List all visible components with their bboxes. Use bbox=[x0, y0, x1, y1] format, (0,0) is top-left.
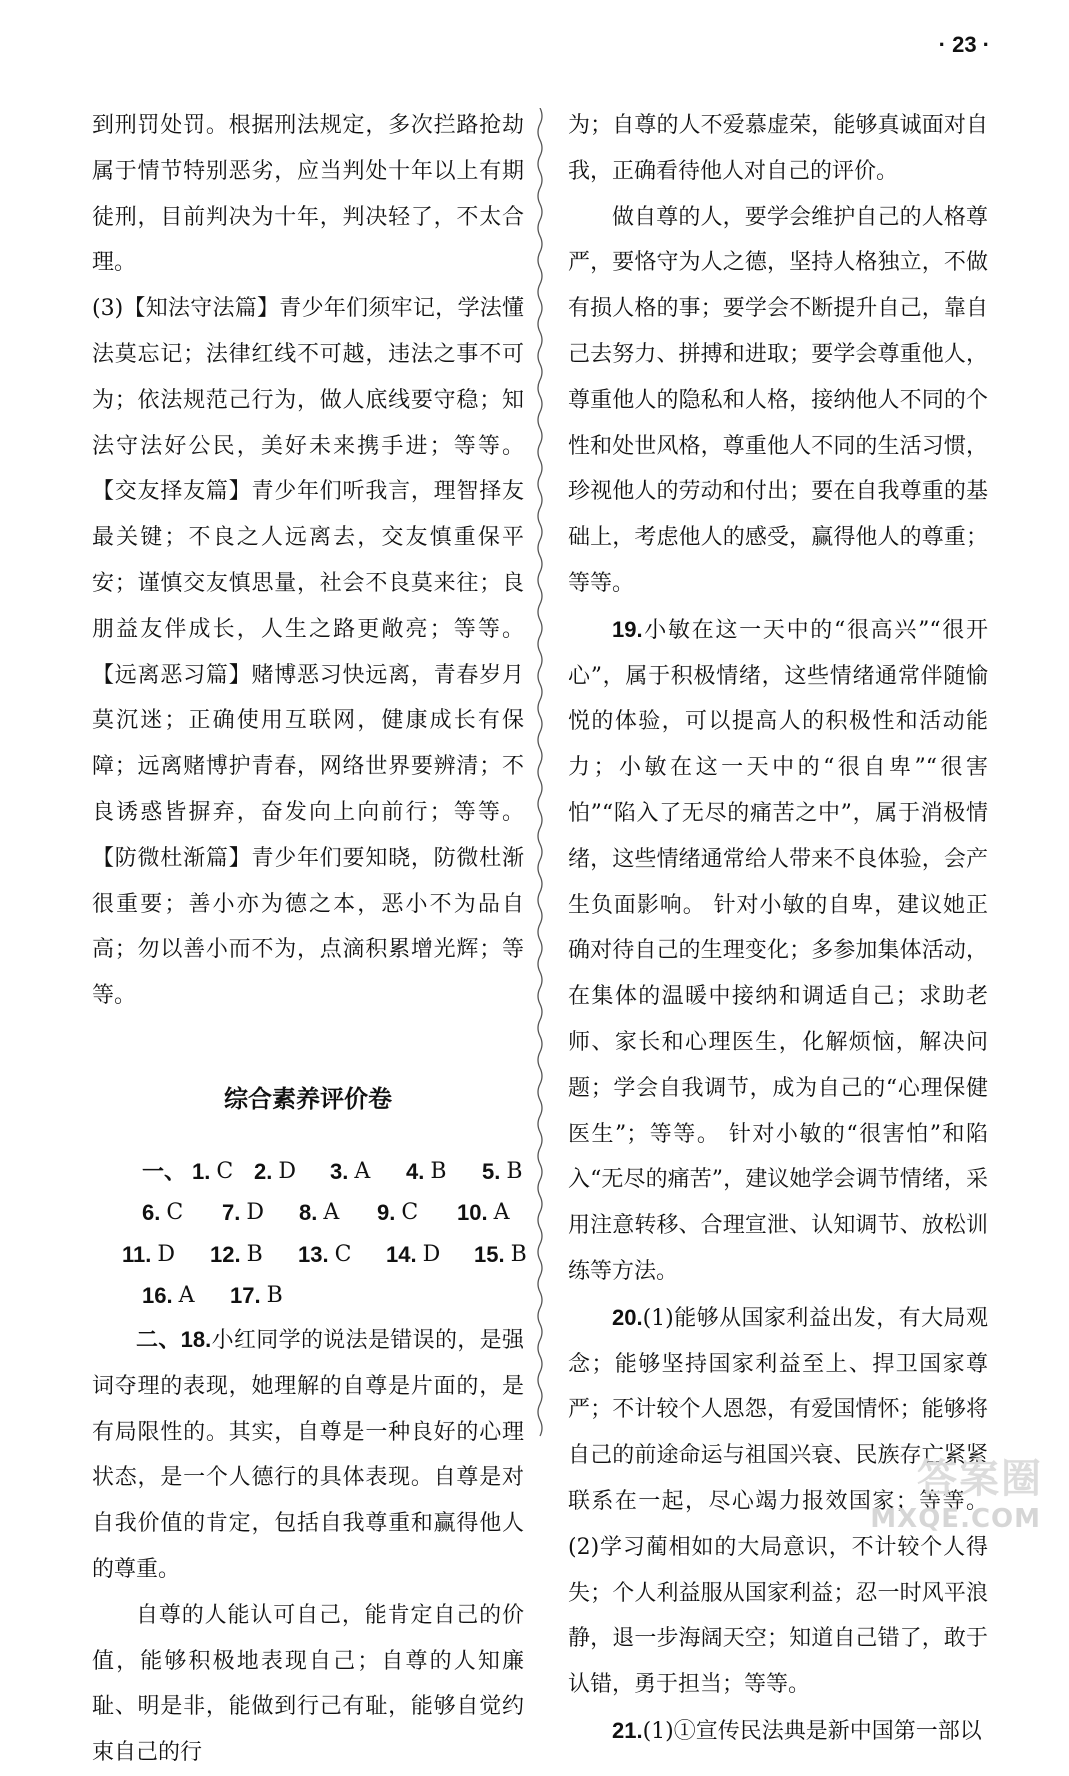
q20-text: (1)能够从国家利益出发，有大局观念；能够坚持国家利益至上、捍卫国家尊严；不计较个人恩怨，有爱国情怀；能够将自己的前途命运与祖国兴衰、民族存亡紧紧联系在一起，尽心竭力报效国家；等等。 (2)学习蔺相如的大局意识，不计较个人得失；个人利益服从国家利益；忍一时风平浪静，退一步海阔天空；知道自己错了，敢于认错，勇于担当；等等。 bbox=[568, 1305, 988, 1698]
answer-row bbox=[92, 1151, 524, 1193]
answer-value: A bbox=[323, 1200, 340, 1226]
answer-value: C bbox=[216, 1158, 234, 1184]
q19-text: 小敏在这一天中的“很高兴”“很开心”，属于积极情绪，这些情绪通常伴随愉悦的体验，可以提高人的积极性和活动能力；小敏在这一天中的“很自卑”“很害怕”“陷入了无尽的痛苦之中”，属于消极情绪，这些情绪通常给人带来不良体验，会产生负面影响。 针对小敏的自卑，建议她正确对待自己的生理变化；多参加集体活动，在集体的温暖中接纳和调适自己；求助老师、家长和心理医生，化解烦恼，解决问题；学会自我调节，成为自己的“心理保健医生”；等等。 针对小敏的“很害怕”和陷入“无尽的痛苦”，建议她学会调节情绪，采用注意转移、合理宣泄、认知调节、放松训练等方法。 bbox=[568, 617, 988, 1284]
answer-row bbox=[92, 1234, 527, 1276]
q18-label: 二、18. bbox=[136, 1326, 212, 1352]
answer-value: A bbox=[493, 1200, 510, 1226]
answer-number: 5. bbox=[482, 1158, 501, 1184]
answer-value: C bbox=[334, 1241, 352, 1267]
answer-value: B bbox=[246, 1241, 263, 1267]
left-paragraph-1: 到刑罚处罚。根据刑法规定，多次拦路抢劫属于情节特别恶劣，应当判处十年以上有期徒刑，目前判决为十年，判决轻了，不太合理。 bbox=[92, 113, 524, 276]
answer-number: 15. bbox=[474, 1241, 505, 1267]
answer-value: D bbox=[157, 1241, 176, 1267]
answer-number: 9. bbox=[377, 1200, 396, 1226]
q18-paragraph-1 bbox=[92, 1317, 524, 1593]
answer-number: 6. bbox=[142, 1200, 161, 1226]
answer-number: 8. bbox=[299, 1200, 318, 1226]
column-divider bbox=[528, 108, 552, 1438]
answer-number: 13. bbox=[298, 1241, 329, 1267]
answer-value: C bbox=[401, 1200, 419, 1226]
answer-value: B bbox=[266, 1283, 283, 1309]
answer-value: D bbox=[278, 1158, 296, 1184]
answer-number: 14. bbox=[386, 1241, 417, 1267]
answer-number: 10. bbox=[457, 1200, 488, 1226]
answer-number: 12. bbox=[210, 1241, 241, 1267]
watermark bbox=[869, 1456, 1059, 1536]
answer-number: 17. bbox=[230, 1283, 261, 1309]
answer-number: 4. bbox=[406, 1158, 425, 1184]
q19-label: 19. bbox=[612, 616, 643, 642]
answer-row bbox=[92, 1275, 524, 1317]
section-title: 综合素养评价卷 bbox=[224, 1084, 392, 1113]
right-paragraph-2: 做自尊的人，要学会维护自己的人格尊严，要恪守为人之德，坚持人格独立，不做有损人格的事；要学会不断提升自己，靠自己去努力、拼搏和进取；要学会尊重他人，尊重他人的隐私和人格，接纳他人不同的个性和处世风格，尊重他人不同的生活习惯，珍视他人的劳动和付出；要在自我尊重的基础上，考虑他人的感受，赢得他人的尊重；等等。 bbox=[568, 204, 988, 596]
q21-label: 21. bbox=[612, 1717, 643, 1743]
answer-value: B bbox=[510, 1241, 527, 1267]
answer-number: 2. bbox=[254, 1158, 273, 1184]
answer-section-label: 一、 bbox=[142, 1158, 187, 1184]
answer-value: B bbox=[506, 1158, 523, 1184]
answer-value: D bbox=[422, 1241, 441, 1267]
left-column bbox=[92, 103, 527, 1776]
answer-number: 16. bbox=[142, 1283, 173, 1309]
q19-paragraph bbox=[568, 607, 988, 1295]
answer-number: 3. bbox=[330, 1158, 349, 1184]
watermark-url: MXQE.COM bbox=[870, 1504, 1041, 1534]
q21-text: (1)①宣传民法典是新中国第一部以 bbox=[642, 1718, 982, 1744]
q18-paragraph-2: 自尊的人能认可自己，能肯定自己的价值，能够积极地表现自己；自尊的人知廉耻、明是非，能做到行己有耻，能够自觉约束自己的行 bbox=[92, 1602, 524, 1766]
answer-value: A bbox=[354, 1158, 371, 1184]
right-paragraph-1: 为；自尊的人不爱慕虚荣，能够真诚面对自我，正确看待他人对自己的评价。 bbox=[568, 113, 988, 184]
q21-paragraph bbox=[568, 1708, 988, 1755]
answer-key bbox=[92, 1151, 527, 1317]
answer-row bbox=[92, 1192, 524, 1234]
answer-number: 7. bbox=[222, 1200, 241, 1226]
left-paragraph-2: (3)【知法守法篇】青少年们须牢记，学法懂法莫忘记；法律红线不可越，违法之事不可为；依法规范己行为，做人底线要守稳；知法守法好公民，美好未来携手进；等等。 【交友择友篇】青少年们听我言，理智择友最关键；不良之人远离去，交友慎重保平安；谨慎交友慎思量，社会不良莫来往；良朋益友伴成长，人生之路更敞亮；等等。 【远离恶习篇】赌博恶习快远离，青春岁月莫沉迷；正确使用互联网，健康成长有保障；远离赌博护青春，网络世界要辨清；不良诱惑皆摒弃，奋发向上向前行；等等。 【防微杜渐篇】青少年们要知晓，防微杜渐很重要；善小亦为德之本，恶小不为品自高；勿以善小而不为，点滴积累增光辉；等等。 bbox=[92, 296, 524, 1009]
answer-value: A bbox=[178, 1283, 195, 1309]
watermark-logo-text: 答案圈 bbox=[917, 1456, 1043, 1502]
answer-value: D bbox=[246, 1200, 264, 1226]
q20-label: 20. bbox=[612, 1304, 643, 1330]
answer-number: 11. bbox=[122, 1241, 152, 1267]
page-number: · 23 · bbox=[938, 32, 990, 57]
q18-text: 小红同学的说法是错误的，是强词夺理的表现，她理解的自尊是片面的，是有局限性的。其实，自尊是一种良好的心理状态，是一个人德行的具体表现。自尊是对自我价值的肯定，包括自我尊重和赢得他人的尊重。 bbox=[92, 1327, 524, 1582]
answer-value: C bbox=[166, 1200, 184, 1226]
answer-number: 1. bbox=[192, 1158, 211, 1184]
answer-value: B bbox=[430, 1158, 447, 1184]
